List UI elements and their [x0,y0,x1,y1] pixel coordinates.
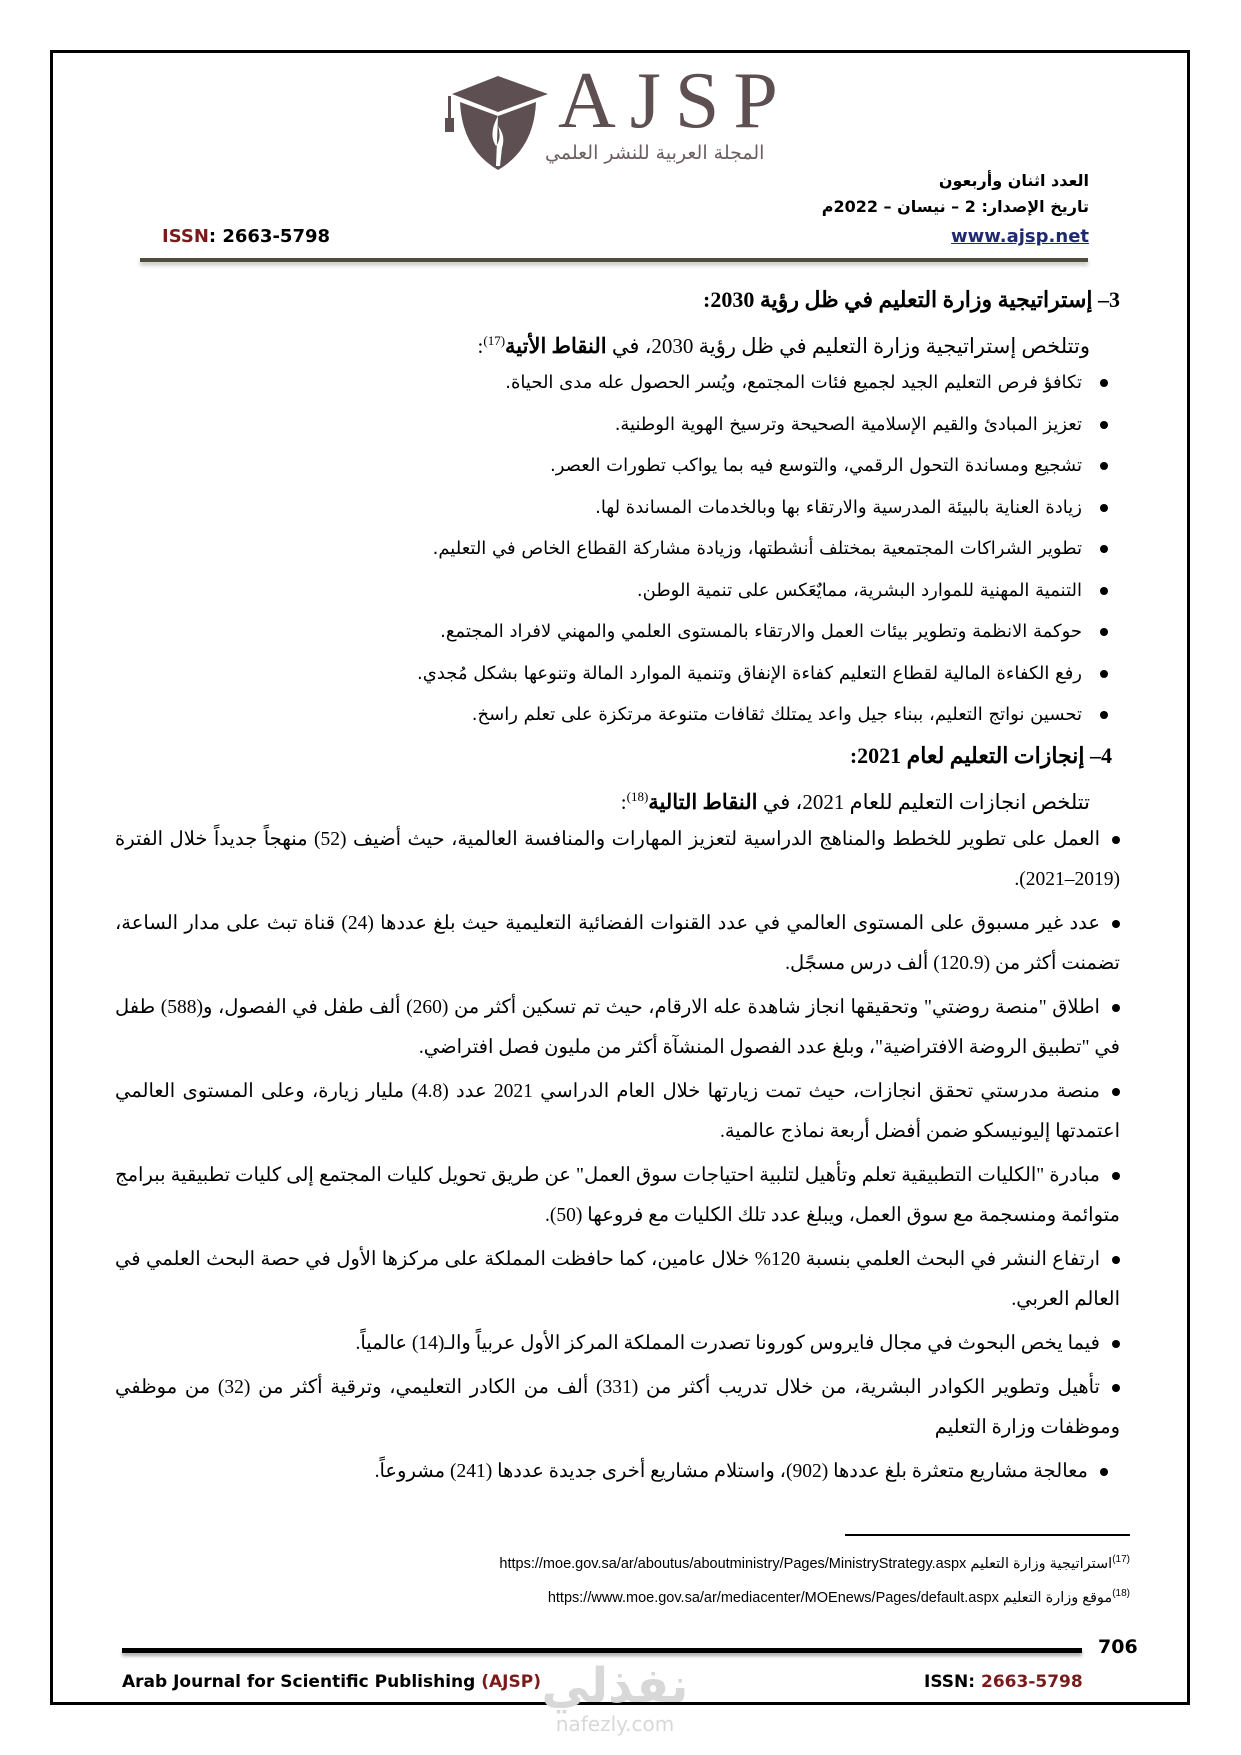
section-3-heading: 3– إستراتيجية وزارة التعليم في ظل رؤية 2030: [703,287,1120,312]
graduation-cap-shield-icon [440,54,555,172]
footnote-ref-17[interactable]: (17) [483,333,506,348]
list-item: تأهيل وتطوير الكوادر البشرية، من خلال تدريب أكثر من (331) ألف من الكادر التعليمي، وترقية أكثر من (32) من موظفي وموظفات وزارة التعليم [115,1376,1120,1438]
watermark-arabic: نفذلي [541,1658,689,1714]
page-number: 706 [1098,1636,1138,1658]
footnote-18: $^{(18)}$موقع وزارة التعليم https://www.moe.gov.sa/ar/mediacenter/MOEnews/Pages/default.aspx [547,1587,1130,1606]
bullet-icon [1112,1172,1120,1180]
list-item: تعزيز المبادئ والقيم الإسلامية الصحيحة وترسيخ الهوية الوطنية. [115,404,1120,446]
footnote-link[interactable]: https://www.moe.gov.sa/ar/mediacenter/MOEnews/Pages/default.aspx [547,1589,999,1606]
issue-info [822,168,1089,220]
strategy-list [115,362,1120,736]
footnote-separator [845,1534,1130,1536]
bullet-icon [1112,1384,1120,1392]
footnotes [499,1545,1130,1613]
list-item: تكافؤ فرص التعليم الجيد لجميع فئات المجتمع، ويُسر الحصول عله مدى الحياة. [115,362,1120,404]
list-item: معالجة مشاريع متعثرة بلغ عددها (902)، واستلام مشاريع أخرى جديدة عددها (241) مشروعاً. [115,1450,1120,1494]
watermark [540,1660,690,1736]
footnote-ref-18[interactable]: (18) [626,788,649,804]
list-item: فيما يخص البحوث في مجال فايروس كورونا تصدرت المملكة المركز الأول عربياً والـ(14) عالمياً. [115,1322,1120,1366]
issn-value: : 2663-5798 [208,226,331,247]
section-4-intro: تتلخص انجازات التعليم للعام 2021، في النقاط التالية$^{(18)}$: [620,788,1090,814]
list-item: اطلاق "منصة روضتي" وتحقيقها انجاز شاهدة عله الارقام، حيث تم تسكين أكثر من (260) ألف طفل في الفصول، و(588) طفل في "تطبيق الروضة الافتراضية"، وبلغ عدد الفصول المنشآة أكثر من مليون فصل افتراضي. [115,996,1120,1058]
footnote-17: $^{(17)}$استراتيجية وزارة التعليم https://moe.gov.sa/ar/aboutus/aboutministry/Pages/MinistryStrategy.aspx [499,1554,1130,1572]
list-item: زيادة العناية بالبيئة المدرسية والارتقاء بها وبالخدمات المساندة لها. [115,487,1120,529]
bullet-icon [1112,1004,1120,1012]
list-item: تحسين نواتج التعليم، ببناء جيل واعد يمتلك ثقافات متنوعة مرتكزة على تعلم راسخ. [115,694,1120,736]
bullet-icon [1112,1088,1120,1096]
list-item: رفع الكفاءة المالية لقطاع التعليم كفاءة الإنفاق وتنمية الموارد المالة وتنوعها بشكل مُجدي. [115,653,1120,695]
bullet-icon [1100,1468,1108,1476]
footer-rule [122,1648,1082,1653]
journal-logo [440,54,792,172]
header-issn [162,226,330,247]
list-item: منصة مدرستي تحقق انجازات، حيث تمت زيارتها خلال العام الدراسي 2021 عدد (4.8) مليار زيارة، وعلى المستوى العالمي اعتمدتها إليونيسكو ضمن أفضل أربعة نماذج عالمية. [115,1080,1120,1142]
bullet-icon [1112,920,1120,928]
bullet-icon [1112,836,1120,844]
website-link[interactable]: www.ajsp.net [951,226,1089,247]
list-item: عدد غير مسبوق على المستوى العالمي في عدد القنوات الفضائية التعليمية حيث بلغ عددها (24) قناة تبث على مدار الساعة، تضمنت أكثر من (120.9) ألف درس مسجًل. [115,912,1120,974]
list-item: تطوير الشراكات المجتمعية بمختلف أنشطتها، وزيادة مشاركة القطاع الخاص في التعليم. [115,528,1120,570]
achievements-list [115,818,1120,1494]
bullet-icon [1112,1256,1120,1264]
list-item: مبادرة "الكليات التطبيقية تعلم وتأهيل لتلبية احتياجات سوق العمل" عن طريق تحويل كليات المجتمع إلى كليات تطبيقية ببرامج متوائمة ومنسجمة مع سوق العمل، ويبلغ عدد تلك الكليات مع فروعها (50). [115,1164,1120,1226]
article-body [115,280,1120,1494]
footer-journal-name: Arab Journal for Scientific Publishing (AJSP) [122,1672,541,1692]
issn-label: ISSN [162,226,209,247]
list-item: ارتفاع النشر في البحث العلمي بنسبة 120% خلال عامين، كما حافظت المملكة على مركزها الأول في حصة البحث العلمي في العالم العربي. [115,1248,1120,1310]
footer-issn: ISSN: 2663-5798 [924,1672,1083,1692]
header-rule [140,258,1088,262]
list-item: حوكمة الانظمة وتطوير بيئات العمل والارتقاء بالمستوى العلمي والمهني لافراد المجتمع. [115,611,1120,653]
release-date: تاريخ الإصدار: 2 – نيسان – 2022م [821,197,1089,216]
logo-subtitle: المجلة العربية للنشر العلمي [545,142,765,164]
bullet-icon [1112,1340,1120,1348]
list-item: تشجيع ومساندة التحول الرقمي، والتوسع فيه بما يواكب تطورات العصر. [115,445,1120,487]
footnote-link[interactable]: https://moe.gov.sa/ar/aboutus/aboutministry/Pages/MinistryStrategy.aspx [499,1555,967,1572]
issue-number: العدد اثنان وأربعون [938,171,1089,190]
list-item: التنمية المهنية للموارد البشرية، ممايٌعَكس على تنمية الوطن. [115,570,1120,612]
logo-text: AJSP [558,57,792,145]
list-item: العمل على تطوير للخطط والمناهج الدراسية لتعزيز المهارات والمنافسة العالمية، حيث أضيف (52) منهجاً جديداً خلال الفترة (2019–2021). [115,828,1120,890]
section-3-intro: وتتلخص إستراتيجية وزارة التعليم في ظل رؤية 2030، في النقاط الأتية$^{(17)}$: [477,333,1090,358]
section-4-heading: 4– إنجازات التعليم لعام 2021: [849,742,1112,768]
watermark-latin: nafezly.com [555,1712,675,1736]
